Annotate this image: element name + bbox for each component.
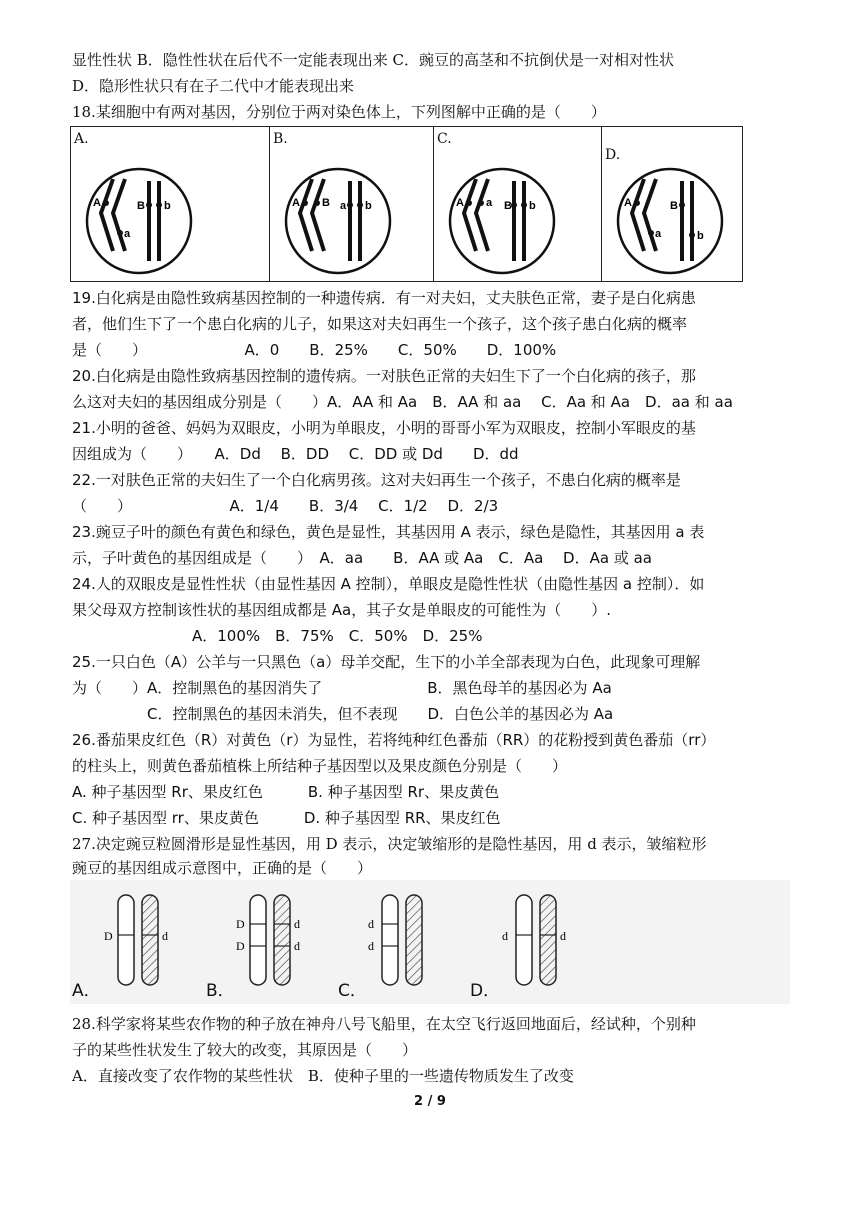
q24-line-2: 果父母双方控制该性状的基因组成都是 Aa，其子女是单眼皮的可能性为（ ）.	[72, 601, 611, 619]
q18-option-c-cell	[433, 127, 601, 281]
svg-text:a: a	[124, 228, 131, 240]
svg-text:b: b	[529, 200, 536, 212]
q18-option-a-label: A.	[74, 131, 89, 147]
q18-option-b-cell	[269, 127, 433, 281]
svg-text:B: B	[504, 200, 512, 212]
q27-option-a-label: A．	[72, 981, 101, 1001]
q23-line-1: 23.豌豆子叶的颜色有黄色和绿色，黄色是显性，其基因用 A 表示，绿色是隐性，其基因用 a 表	[72, 523, 705, 541]
q18-option-b-cell-diagram	[278, 161, 398, 281]
q28-line-1: 28.科学家将某些农作物的种子放在神舟八号飞船里，在太空飞行返回地面后，经试种，个别种	[72, 1015, 696, 1033]
q18-option-d-label: D.	[605, 147, 621, 163]
q21-line-1: 21.小明的爸爸、妈妈为双眼皮，小明为单眼皮，小明的哥哥小军为双眼皮，控制小军眼皮的基	[72, 419, 696, 437]
q17-options-line-1: 显性性状 B．隐性性状在后代不一定能表现出来 C．豌豆的高茎和不抗倒伏是一对相对性状	[72, 51, 675, 69]
svg-text:a: a	[486, 197, 493, 209]
q25-line-2: 为（ ）A．控制黑色的基因消失了 B．黑色母羊的基因必为 Aa	[72, 679, 612, 697]
svg-text:d: d	[162, 929, 168, 943]
svg-text:B: B	[670, 200, 678, 212]
page-number: 2 / 9	[414, 1094, 446, 1109]
q21-line-2: 因组成为（ ） A．Dd B．DD C．DD 或 Dd D．dd	[72, 445, 519, 463]
q26-line-1: 26.番茄果皮红色（R）对黄色（r）为显性，若将纯种红色番茄（RR）的花粉授到黄色番茄（rr）	[72, 731, 716, 749]
svg-text:B: B	[137, 200, 145, 212]
svg-text:b: b	[365, 200, 372, 212]
q24-line-3: A．100% B．75% C．50% D．25%	[72, 627, 483, 645]
svg-text:A: A	[624, 197, 632, 209]
q27-option-a-diagram	[98, 890, 178, 990]
q28-line-3: A．直接改变了农作物的某些性状 B．使种子里的一些遗传物质发生了改变	[72, 1067, 574, 1085]
svg-text:a: a	[655, 228, 662, 240]
q27-option-d-diagram	[496, 890, 576, 990]
svg-text:d: d	[560, 929, 566, 943]
svg-text:A: A	[93, 197, 101, 209]
svg-text:a: a	[340, 200, 347, 212]
q26-line-2: 的柱头上，则黄色番茄植株上所结种子基因型以及果皮颜色分别是（ ）	[72, 757, 568, 775]
q27-option-b-label: B．	[206, 981, 235, 1001]
q18-stem: 18.某细胞中有两对基因，分别位于两对染色体上，下列图解中正确的是（ ）	[72, 103, 606, 121]
q20-line-1: 20.白化病是由隐性致病基因控制的遗传病。一对肤色正常的夫妇生下了一个白化病的孩子，那	[72, 367, 696, 385]
svg-text:d: d	[294, 939, 300, 953]
q22-line-1: 22.一对肤色正常的夫妇生了一个白化病男孩。这对夫妇再生一个孩子，不患白化病的概率是	[72, 471, 681, 489]
q27-line-2: 豌豆的基因组成示意图中，正确的是（ ）	[72, 859, 373, 877]
q19-line-3: 是（ ） A．0 B．25% C．50% D．100%	[72, 341, 557, 359]
q27-option-c-label: C．	[338, 981, 367, 1001]
q23-line-2: 示，子叶黄色的基因组成是（ ） A．aa B．AA 或 Aa C．Aa D．Aa 或 aa	[72, 549, 652, 567]
q18-option-b-label: B.	[273, 131, 288, 147]
svg-text:B: B	[322, 197, 330, 209]
q24-line-1: 24.人的双眼皮是显性性状（由显性基因 A 控制），单眼皮是隐性性状（由隐性基因 a 控制）．如	[72, 575, 705, 593]
svg-text:D: D	[104, 929, 113, 943]
q27-option-b-diagram	[230, 890, 310, 990]
svg-text:b: b	[697, 230, 704, 242]
q18-option-c-label: C.	[437, 131, 452, 147]
q27-option-d-label: D．	[470, 981, 501, 1001]
svg-text:A: A	[292, 197, 300, 209]
q22-line-2: （ ） A．1/4 B．3/4 C．1/2 D．2/3	[72, 497, 499, 515]
q18-option-a-cell-diagram	[79, 161, 199, 281]
q18-option-d-cell-diagram	[610, 161, 730, 281]
q25-line-3: C．控制黑色的基因未消失，但不表现 D．白色公羊的基因必为 Aa	[72, 705, 614, 723]
svg-text:d: d	[294, 917, 300, 931]
q19-line-2: 者，他们生下了一个患白化病的儿子，如果这对夫妇再生一个孩子，这个孩子患白化病的概率	[72, 315, 688, 333]
svg-text:b: b	[164, 200, 171, 212]
q18-option-c-cell-diagram	[442, 161, 562, 281]
q27-figure-band	[70, 880, 790, 1004]
q18-option-a-cell	[71, 127, 269, 281]
q27-option-c-diagram	[362, 890, 442, 990]
q20-line-2: 么这对夫妇的基因组成分别是（ ）A．AA 和 Aa B．AA 和 aa C．Aa 和 Aa D．aa 和 aa	[72, 393, 733, 411]
svg-text:d: d	[368, 917, 374, 931]
q18-figure-table	[70, 126, 743, 282]
q17-options-line-2: D．隐形性状只有在子二代中才能表现出来	[72, 77, 355, 95]
svg-text:A: A	[456, 197, 464, 209]
q26-line-3: A. 种子基因型 Rr、果皮红色 B. 种子基因型 Rr、果皮黄色	[72, 783, 500, 801]
q18-option-d-cell	[601, 127, 741, 281]
q27-line-1: 27.决定豌豆粒圆滑形是显性基因，用 D 表示，决定皱缩形的是隐性基因，用 d 表示，皱缩粒形	[72, 835, 707, 853]
q25-line-1: 25.一只白色（A）公羊与一只黑色（a）母羊交配，生下的小羊全部表现为白色，此现象可理解	[72, 653, 701, 671]
svg-text:d: d	[368, 939, 374, 953]
svg-text:D: D	[236, 939, 245, 953]
svg-text:D: D	[236, 917, 245, 931]
q19-line-1: 19.白化病是由隐性致病基因控制的一种遗传病．有一对夫妇，丈夫肤色正常，妻子是白化病患	[72, 289, 696, 307]
q26-line-4: C. 种子基因型 rr、果皮黄色 D. 种子基因型 RR、果皮红色	[72, 809, 501, 827]
q28-line-2: 子的某些性状发生了较大的改变，其原因是（ ）	[72, 1041, 418, 1059]
svg-text:d: d	[502, 929, 508, 943]
